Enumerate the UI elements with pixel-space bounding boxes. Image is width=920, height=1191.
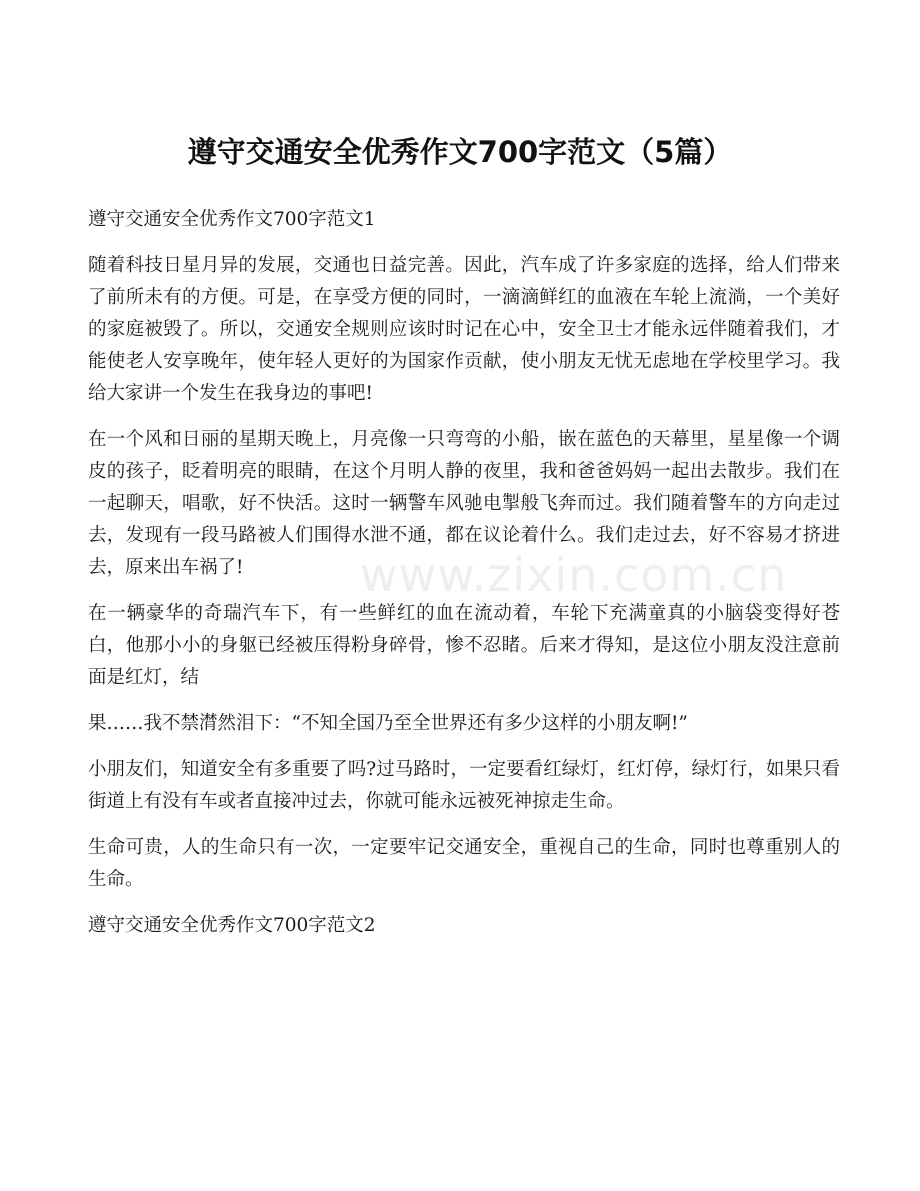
section-1-paragraph-6: 生命可贵，人的生命只有一次，一定要牢记交通安全，重视自己的生命，同时也尊重别人的生命。 (88, 837, 840, 890)
section-2-subtitle: 遵守交通安全优秀作文700字范文2 (88, 915, 376, 936)
section-1-paragraph-5: 小朋友们，知道安全有多重要了吗?过马路时，一定要看红绿灯，红灯停，绿灯行，如果只看街道上有没有车或者直接冲过去，你就可能永远被死神掠走生命。 (88, 759, 840, 812)
section-1-subtitle: 遵守交通安全优秀作文700字范文1 (88, 209, 376, 230)
section-1-paragraph-1: 随着科技日星月异的发展，交通也日益完善。因此，汽车成了许多家庭的选择，给人们带来了前所未有的方便。可是，在享受方便的同时，一滴滴鲜红的血液在车轮上流淌，一个美好的家庭被毁了。所以，交通安全规则应该时时记在心中，安全卫士才能永远伴随着我们，才能使老人安享晚年，使年轻人更好的为国家作贡献，使小朋友无忧无虑地在学校里学习。我给大家讲一个发生在我身边的事吧! (88, 255, 840, 404)
document-title: 遵守交通安全优秀作文700字范文（5篇） (187, 135, 733, 169)
section-1-paragraph-3: 在一辆豪华的奇瑞汽车下，有一些鲜红的血在流动着，车轮下充满童真的小脑袋变得好苍白，他那小小的身躯已经被压得粉身碎骨，惨不忍睹。后来才得知，是这位小朋友没注意前面是红灯，结 (88, 603, 840, 688)
section-1-paragraph-2: 在一个风和日丽的星期天晚上，月亮像一只弯弯的小船，嵌在蓝色的天幕里，星星像一个调皮的孩子，眨着明亮的眼睛，在这个月明人静的夜里，我和爸爸妈妈一起出去散步。我们在一起聊天，唱歌，好不快活。这时一辆警车风驰电掣般飞奔而过。我们随着警车的方向走过去，发现有一段马路被人们围得水泄不通，都在议论着什么。我们走过去，好不容易才挤进去，原来出车祸了! (88, 429, 840, 578)
watermark: www.zixin.com.cn (360, 548, 788, 602)
document-body (88, 204, 840, 956)
section-1-paragraph-4: 果……我不禁潸然泪下：“不知全国乃至全世界还有多少这样的小朋友啊!” (88, 713, 688, 734)
